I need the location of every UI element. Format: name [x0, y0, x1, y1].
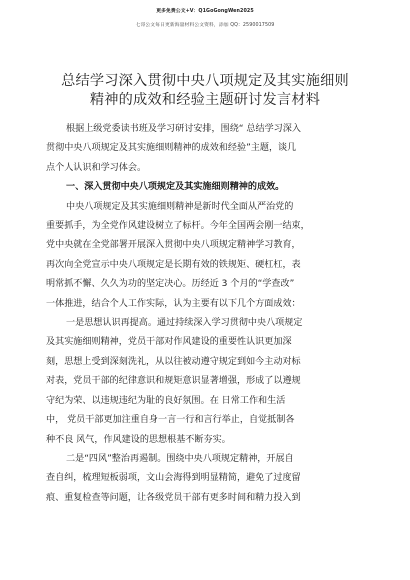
title-line-2: 精神的成效和经验主题研讨发言材料: [89, 92, 321, 108]
document-body: [46, 120, 364, 508]
body-line: 中， 党员干部更加注重自身一言一行和言行举止，自觉抵制各: [46, 415, 295, 426]
section-heading: 一、深入贯彻中央八项规定及其实施细则精神的成效。: [66, 182, 285, 193]
body-line: 种不良 风气，作风建设的思想根基不断夯实。: [46, 434, 231, 445]
header-contact-line: 七哥公文每日更新海量材料公文资料，添加 QQ：2590017509: [135, 23, 275, 28]
body-line: 及其实施细则精神，党员干部对作风建设的重要性认识更加深: [46, 337, 292, 348]
body-line: 查自纠，梳理短板弱项，文山会海得到明显精简，避免了过度留: [46, 473, 301, 484]
header-promo-line: 更多免费公文+V：Q1GoGongWen2025: [156, 9, 254, 14]
body-line: 对表，党员干部的纪律意识和规矩意识显著增强，形成了以遵规: [46, 376, 301, 387]
title-line-1: 总结学习深入贯彻中央八项规定及其实施细则: [61, 73, 349, 89]
body-line: 重要抓手，为全党作风建设树立了标杆。今年全国两会刚一结束，: [46, 221, 310, 232]
body-line: 贯彻中央八项规定及其实施细则精神的成效和经验”主题，谈几: [46, 143, 297, 154]
body-line: 明常抓不懈、久久为功的坚定决心。历经近 3 个月的“学查改”: [46, 279, 295, 290]
body-line: 守纪为荣、以违规违纪为耻的良好氛围。在 日常工作和生活: [46, 395, 286, 406]
body-line: 二是“四风”整治再遏制。围绕中央八项规定精神，开展自: [66, 453, 294, 464]
document-title: [46, 72, 364, 110]
body-line: 点个人认识和学习体会。: [46, 162, 147, 173]
body-line: 刻，思想上受到深刻洗礼，从以往被动遵守规定到如今主动对标: [46, 356, 301, 367]
body-line: 再次向全党宣示中央八项规定是长期有效的铁规矩、硬杠杠，表: [46, 259, 301, 270]
body-line: 一是思想认识再提高。通过持续深入学习贯彻中央八项规定: [66, 318, 303, 329]
body-line: 根据上级党委读书班及学习研讨安排，围绕“ 总结学习深入: [66, 124, 301, 134]
body-line: 中央八项规定及其实施细则精神是新时代全面从严治党的: [66, 201, 294, 212]
body-line: 痕、重复检查等问题，让各级党员干部有更多时间和精力投入到: [46, 492, 301, 503]
body-line: 党中央就在全党部署开展深入贯彻中央八项规定精神学习教育，: [46, 240, 301, 251]
body-line: 一体推进，结合个人工作实际，认为主要有以下几个方面成效：: [46, 298, 301, 309]
